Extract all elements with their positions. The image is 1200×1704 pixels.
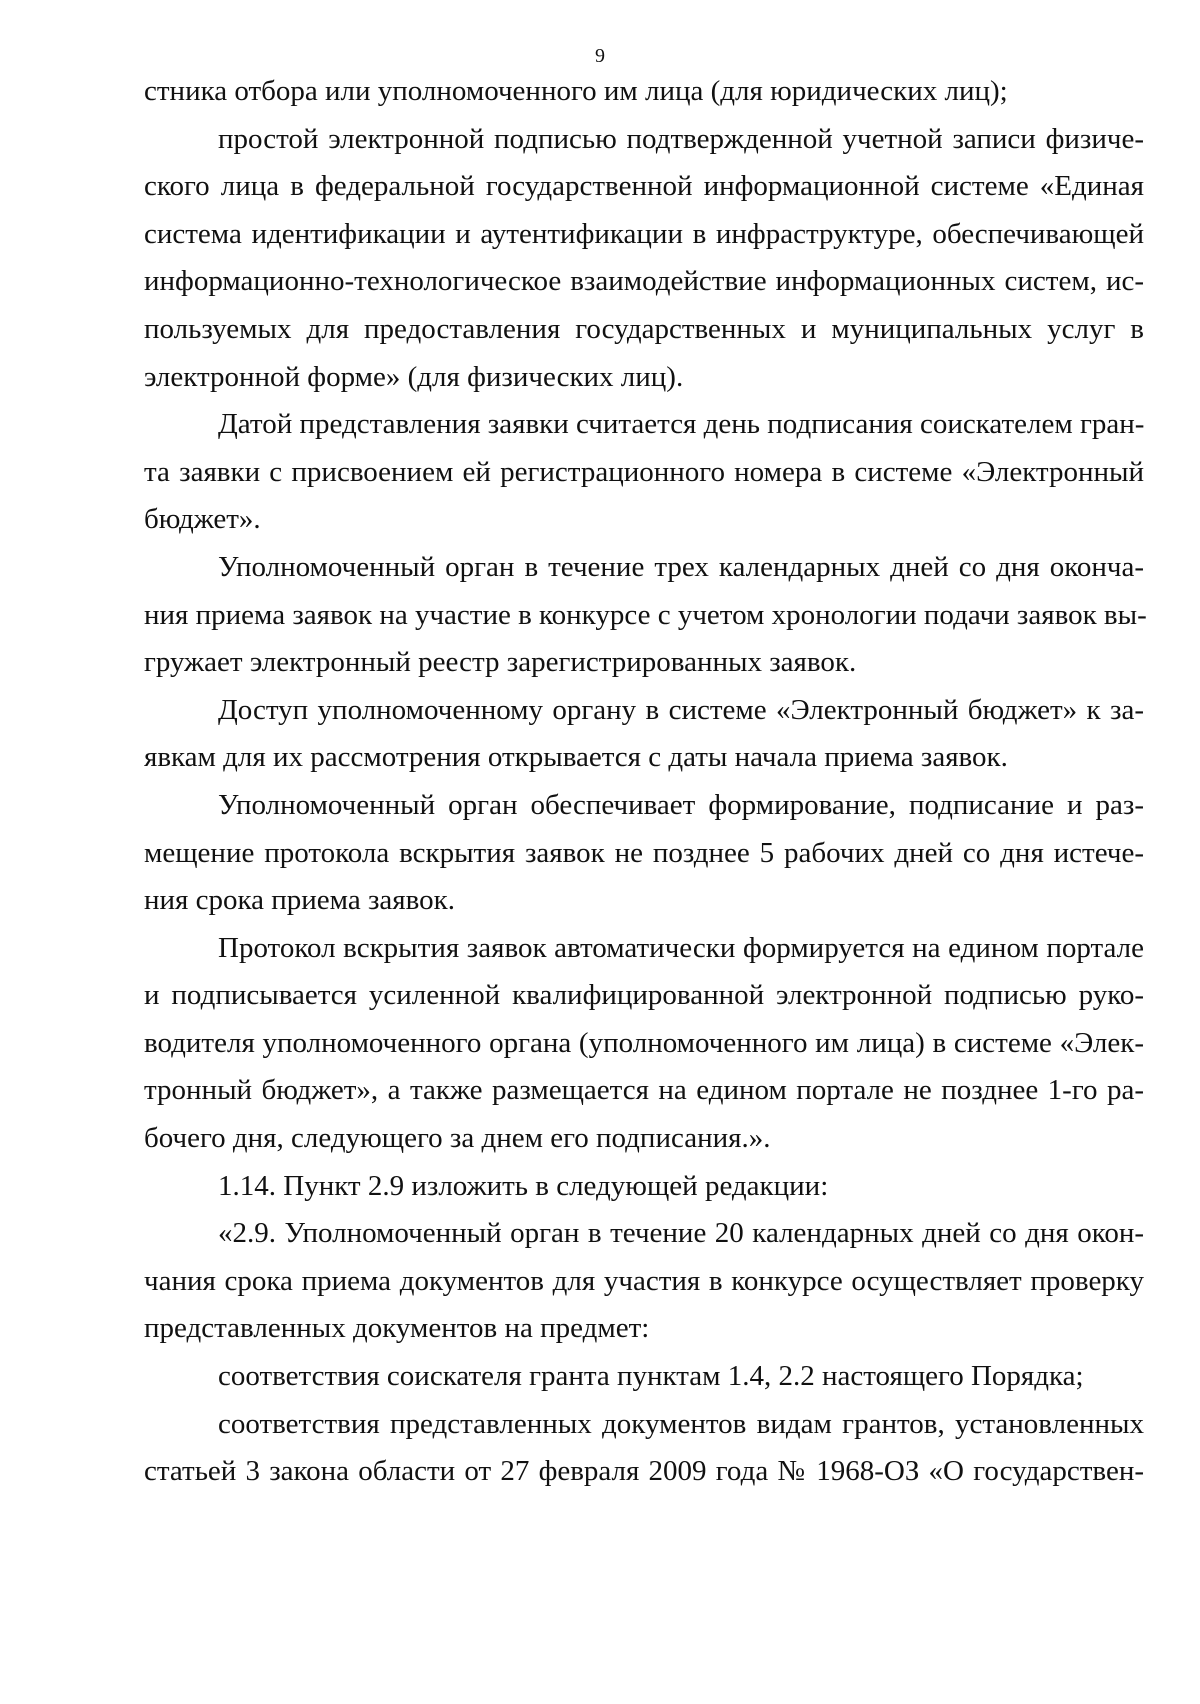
paragraph [144,68,1144,116]
text-line: чания срока приема документов для участия в конкурсе осуществляет проверку [144,1264,1144,1297]
text-line: простой электронной подписью подтвержденной учетной записи физиче- [218,122,1144,155]
text-line: Протокол вскрытия заявок автоматически формируется на едином портале [218,931,1144,964]
text-line: бюджет». [144,503,261,536]
text-line: «2.9. Уполномоченный орган в течение 20 календарных дней со дня окон- [218,1217,1144,1250]
paragraph [144,1210,1144,1353]
text-line: Датой представления заявки считается день подписания соискателем гран- [218,408,1145,441]
text-line: тронный бюджет», а также размещается на едином портале не позднее 1-го ра- [144,1074,1144,1107]
text-line: система идентификации и аутентификации в инфраструктуре, обеспечивающей [144,217,1144,250]
paragraph [144,1353,1144,1401]
text-line: ния приема заявок на участие в конкурсе с учетом хронологии подачи заявок вы- [144,598,1147,631]
text-line: 1.14. Пункт 2.9 изложить в следующей редакции: [218,1169,829,1202]
paragraph [144,544,1147,687]
document-body [144,68,1147,1496]
text-line: водителя уполномоченного органа (уполномоченного им лица) в системе «Элек- [144,1026,1144,1059]
text-line: представленных документов на предмет: [144,1312,650,1345]
text-line: ния срока приема заявок. [144,884,455,917]
text-line: соответствия соискателя гранта пунктам 1.4, 2.2 настоящего Порядка; [218,1360,1084,1393]
text-line: Уполномоченный орган обеспечивает формирование, подписание и раз- [218,788,1144,821]
paragraph [144,1401,1144,1496]
text-line: электронной форме» (для физических лиц). [144,360,684,393]
text-line: соответствия представленных документов видам грантов, установленных [218,1407,1144,1440]
text-line: информационно-технологическое взаимодействие информационных систем, ис- [144,265,1144,298]
paragraph [144,116,1144,402]
text-line: явкам для их рассмотрения открывается с даты начала приема заявок. [144,741,1008,774]
text-line: Доступ уполномоченному органу в системе «Электронный бюджет» к за- [218,693,1144,726]
text-line: гружает электронный реестр зарегистрированных заявок. [144,646,857,679]
text-line: ского лица в федеральной государственной информационной системе «Единая [144,170,1144,203]
text-line: и подписывается усиленной квалифицированной электронной подписью руко- [144,979,1144,1012]
page-number: 9 [595,45,605,67]
text-line: пользуемых для предоставления государственных и муниципальных услуг в [144,312,1144,345]
paragraph [144,782,1144,925]
text-line: стника отбора или уполномоченного им лица (для юридических лиц); [144,75,1008,107]
paragraph [144,687,1144,782]
text-line: Уполномоченный орган в течение трех календарных дней со дня оконча- [218,550,1144,583]
text-line: мещение протокола вскрытия заявок не позднее 5 рабочих дней со дня истече- [144,836,1144,869]
text-line: бочего дня, следующего за днем его подписания.». [144,1122,771,1155]
paragraph [144,1163,1144,1211]
text-line: статьей 3 закона области от 27 февраля 2009 года № 1968-ОЗ «О государствен- [144,1455,1144,1488]
paragraph [144,401,1144,544]
text-line: та заявки с присвоением ей регистрационного номера в системе «Электронный [144,455,1144,488]
paragraph [144,925,1144,1163]
